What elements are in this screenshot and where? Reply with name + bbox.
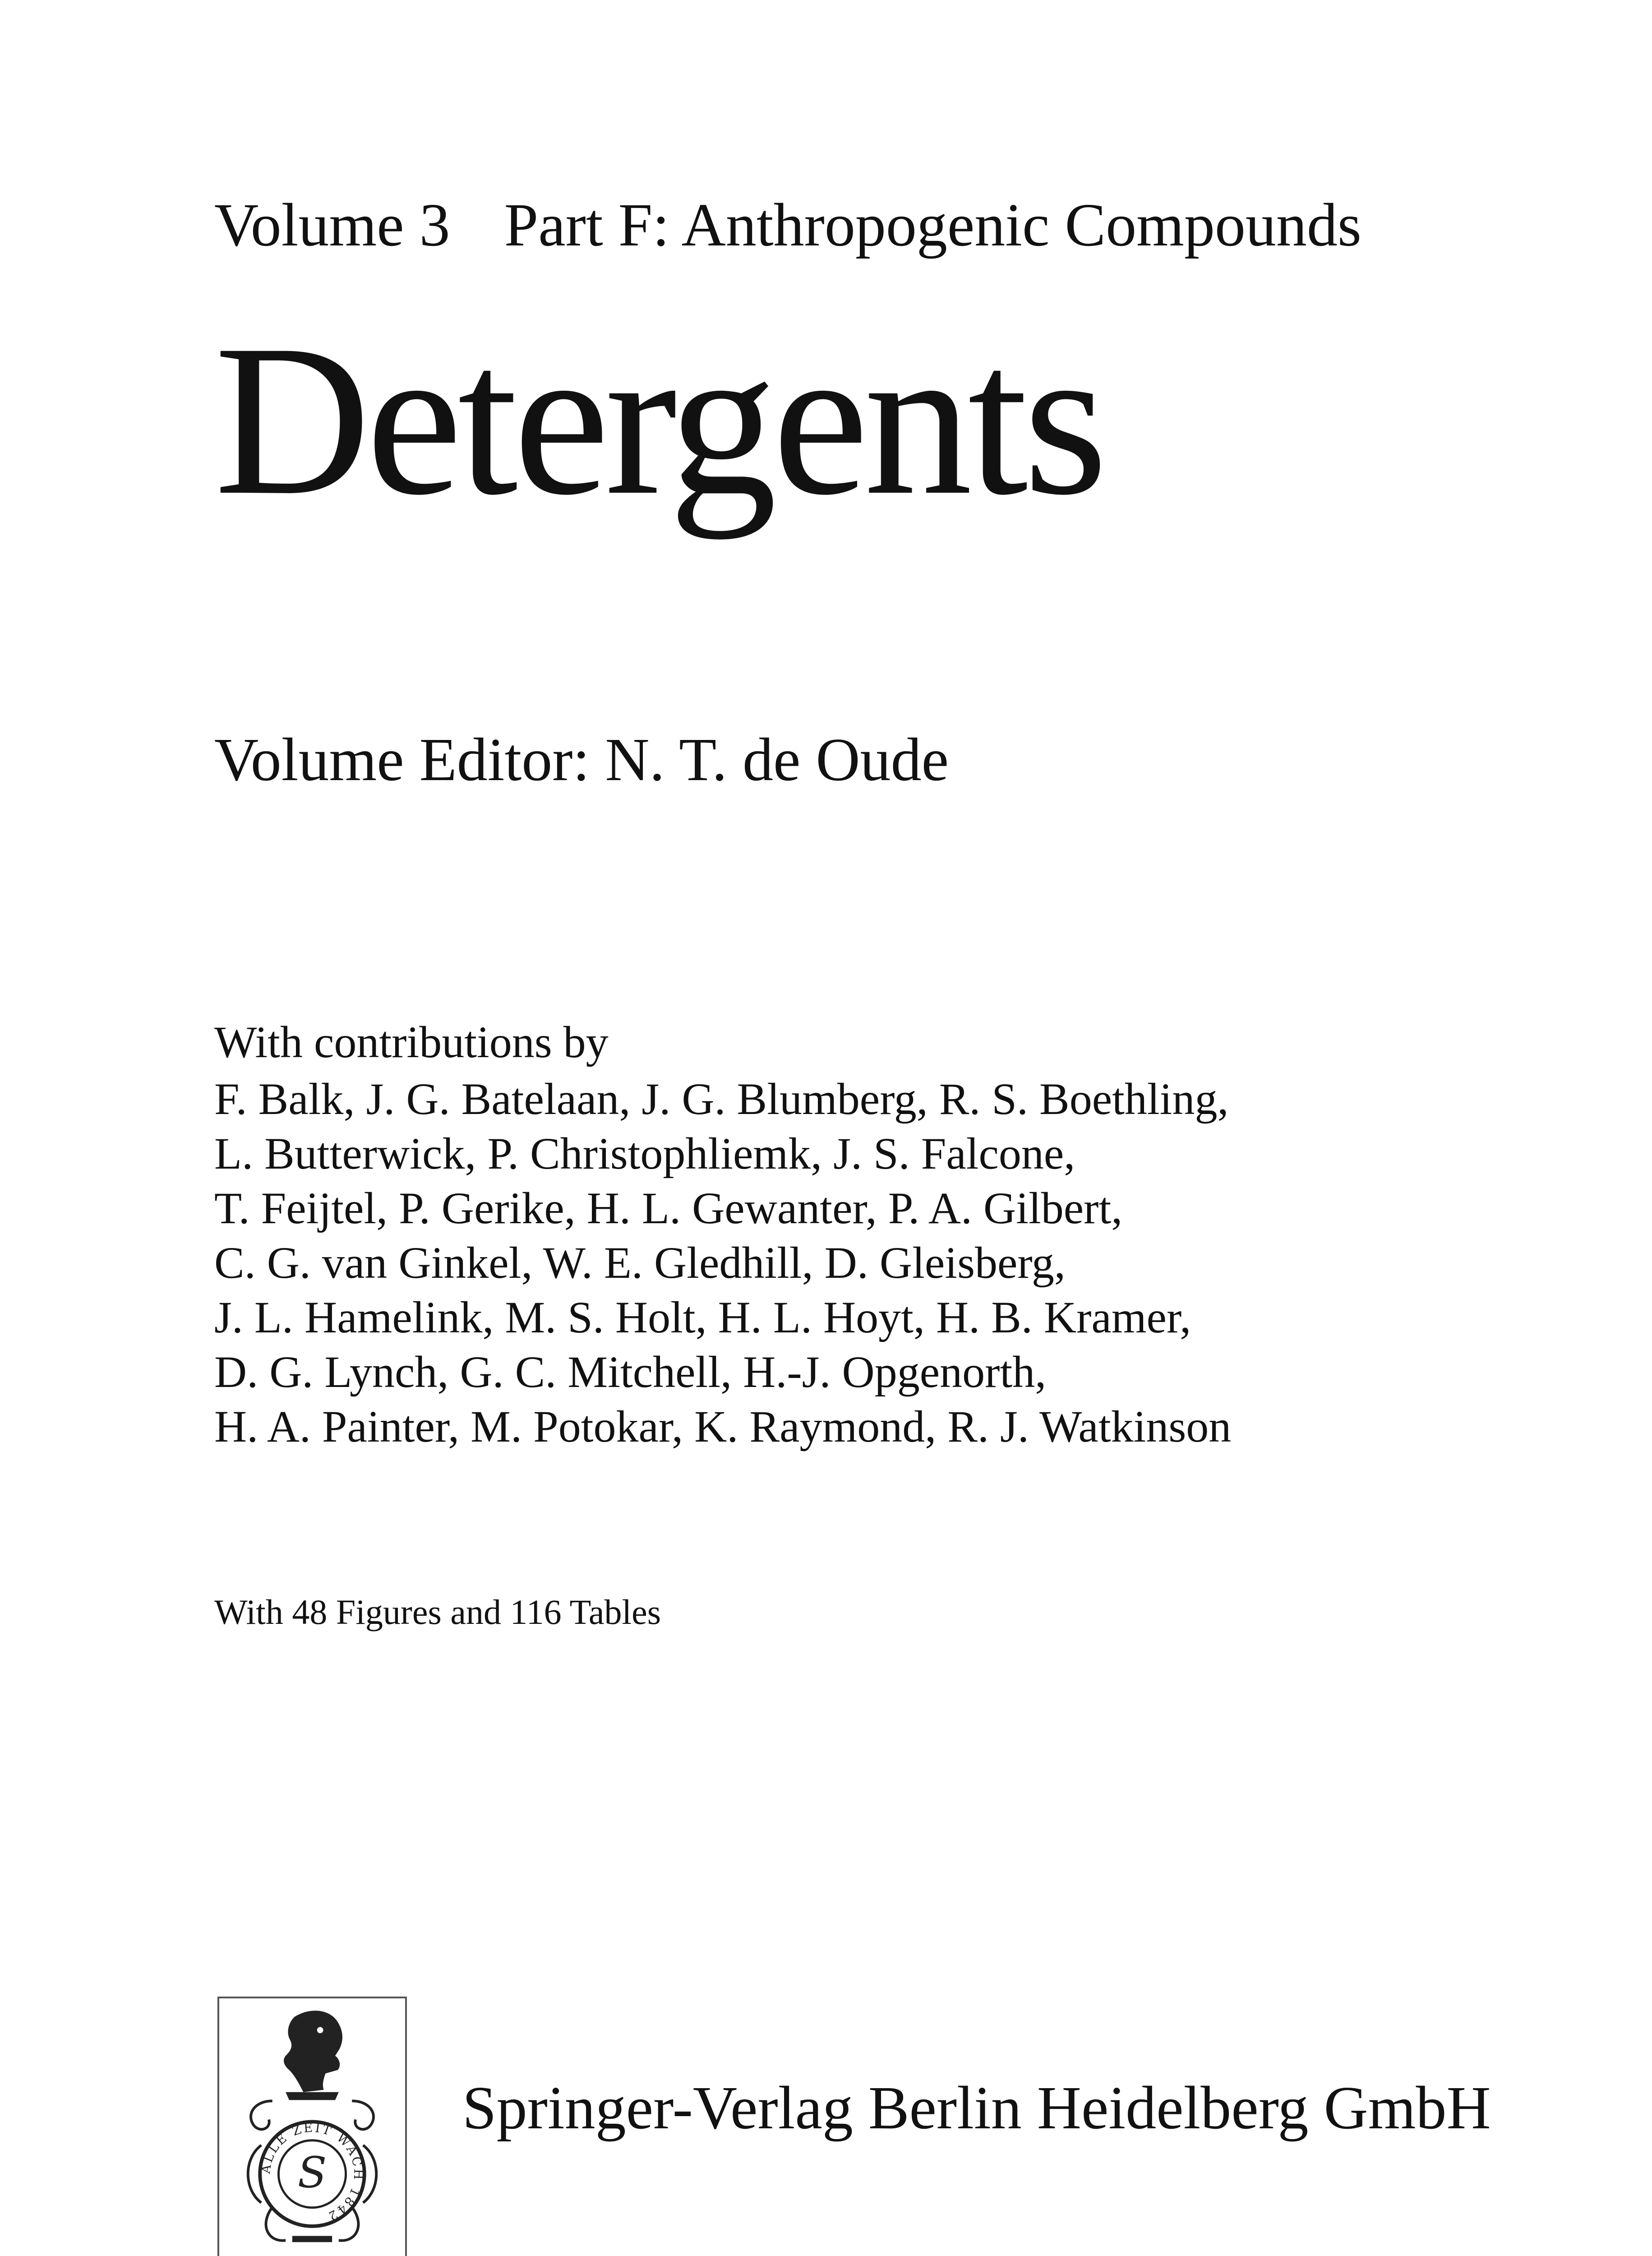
part-title: Part F: Anthropogenic Compounds [504, 191, 1361, 259]
svg-text:S: S [297, 2148, 327, 2198]
publisher-name: Springer-Verlag Berlin Heidelberg GmbH [462, 2074, 1491, 2142]
contributors-line: F. Balk, J. G. Batelaan, J. G. Blumberg, R. S. Boethling, [214, 1074, 1229, 1124]
book-title: Detergents [214, 300, 1103, 540]
contributions-heading: With contributions by [214, 1017, 609, 1067]
contributors-line: C. G. van Ginkel, W. E. Gledhill, D. Gleisberg, [214, 1238, 1066, 1288]
contributors-line: J. L. Hamelink, M. S. Holt, H. L. Hoyt, H. B. Kramer, [214, 1292, 1191, 1342]
figures-tables-count: With 48 Figures and 116 Tables [214, 1592, 661, 1632]
contributors-line: H. A. Painter, M. Potokar, K. Raymond, R. J. Watkinson [214, 1401, 1232, 1452]
contributors-line: D. G. Lynch, G. C. Mitchell, H.-J. Opgenorth, [214, 1347, 1047, 1397]
series-line [214, 192, 1361, 259]
svg-text:ALLE ZEIT WACH 1842: ALLE ZEIT WACH 1842 [259, 2121, 365, 2224]
contributors-line: T. Feijtel, P. Gerike, H. L. Gewanter, P. A. Gilbert, [214, 1183, 1123, 1233]
volume-number: Volume 3 [214, 191, 450, 259]
springer-horse-head-logo-icon [217, 1997, 407, 2256]
contributors-line: L. Butterwick, P. Christophliemk, J. S. Falcone, [214, 1128, 1075, 1179]
contributors-list [214, 1072, 1231, 1454]
volume-editor: Volume Editor: N. T. de Oude [214, 726, 949, 794]
